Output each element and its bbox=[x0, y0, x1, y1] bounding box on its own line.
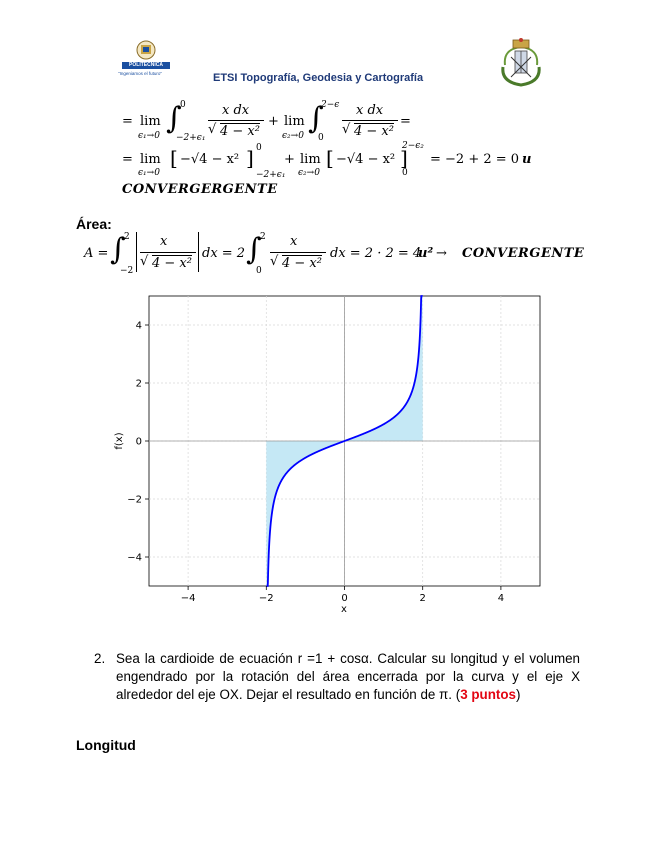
y-tick-label: −4 bbox=[127, 552, 142, 564]
area-frac-den-1: 4 − x² bbox=[152, 256, 192, 271]
question-text bbox=[116, 650, 580, 705]
upm-logo bbox=[116, 40, 176, 80]
longitud-heading: Longitud bbox=[76, 737, 136, 753]
x-tick-label: 2 bbox=[419, 593, 426, 604]
bracket-inner-1: −√4 − x² bbox=[180, 152, 240, 167]
x-tick-label: −4 bbox=[180, 593, 196, 604]
arrow-icon: → bbox=[436, 246, 447, 261]
upm-logo-label: POLITÉCNICA bbox=[122, 62, 170, 69]
question-points: 3 puntos bbox=[460, 687, 516, 703]
area-frac-den-2: 4 − x² bbox=[282, 256, 322, 271]
convergent-label-2: CONVERGENTE bbox=[462, 246, 585, 261]
convergent-label-1: CONVERGERGENTE bbox=[122, 182, 278, 197]
integrand-num-2: x dx bbox=[356, 103, 384, 118]
area-heading: Área: bbox=[76, 216, 112, 232]
integrand-den-1: 4 − x² bbox=[220, 124, 260, 139]
school-crest-logo bbox=[497, 37, 545, 87]
integral-sign-1: ∫ bbox=[166, 101, 182, 136]
y-tick-label: −2 bbox=[127, 494, 142, 506]
y-axis-label: f(x) bbox=[114, 432, 125, 450]
eval1-upper: 0 bbox=[256, 143, 262, 153]
y-tick-label: 4 bbox=[135, 320, 142, 332]
x-ticks bbox=[181, 586, 504, 604]
y-ticks bbox=[127, 321, 149, 564]
upm-logo-slogan: "Ingeniamos el futuro" bbox=[118, 71, 162, 76]
question-2 bbox=[94, 650, 580, 705]
x-axis-label: x bbox=[341, 604, 347, 615]
integral-sign-2: ∫ bbox=[308, 101, 324, 136]
page-header-title: ETSI Topografía, Geodesia y Cartografía bbox=[213, 72, 424, 84]
int2-upper: 2−ϵ bbox=[321, 100, 340, 110]
area-result: dx = 2 · 2 = 4 bbox=[330, 246, 422, 261]
eval2-upper: 2−ϵ₂ bbox=[402, 141, 424, 151]
integrand-den-2: 4 − x² bbox=[354, 124, 394, 139]
upm-crest-icon bbox=[116, 40, 176, 62]
function-plot bbox=[110, 290, 550, 620]
area-frac-num-1: x bbox=[160, 234, 168, 249]
area-int2-upper: 2 bbox=[260, 232, 266, 242]
question-close: ) bbox=[516, 687, 521, 703]
integrand-num-1: x dx bbox=[222, 103, 250, 118]
x-tick-label: −2 bbox=[258, 593, 274, 604]
lim1-subscript: ϵ₁→0 bbox=[138, 131, 160, 141]
crest-icon bbox=[497, 37, 545, 87]
area-frac-num-2: x bbox=[290, 234, 298, 249]
question-body: Sea la cardioide de ecuación r =1 + cosα. Calcular su longitud y el volumen engendrado por la rotación del área encerrada por la curva y el eje X alrededor del eje OX. Dejar el resultado en función de π. ( bbox=[116, 651, 580, 703]
y-tick-label: 2 bbox=[135, 378, 142, 390]
x-tick-label: 4 bbox=[497, 593, 505, 604]
question-number: 2. bbox=[94, 651, 106, 666]
equation-result: = −2 + 2 = 0 bbox=[430, 152, 520, 167]
area-int-lower: −2 bbox=[120, 266, 134, 276]
area-int2-lower: 0 bbox=[256, 266, 262, 276]
unit-u: u bbox=[522, 152, 532, 167]
int1-upper: 0 bbox=[180, 100, 186, 110]
int2-lower: 0 bbox=[318, 133, 324, 143]
area-int-upper: 2 bbox=[124, 232, 130, 242]
eval2-lower: 0 bbox=[402, 168, 408, 178]
area-unit: u² bbox=[418, 246, 434, 261]
area-lhs: A = bbox=[84, 246, 109, 261]
x-tick-label: 0 bbox=[341, 593, 348, 604]
lim1-subscript-2: ϵ₁→0 bbox=[138, 168, 160, 178]
bracket-inner-2: −√4 − x² bbox=[336, 152, 396, 167]
eval1-lower: −2+ϵ₁ bbox=[256, 170, 286, 180]
y-tick-label: 0 bbox=[135, 436, 142, 448]
lim2-subscript-2: ϵ₂→0 bbox=[298, 168, 320, 178]
area-mid: dx = 2 bbox=[202, 246, 246, 261]
int1-lower: −2+ϵ₁ bbox=[176, 133, 206, 143]
lim2-subscript: ϵ₂→0 bbox=[282, 131, 304, 141]
